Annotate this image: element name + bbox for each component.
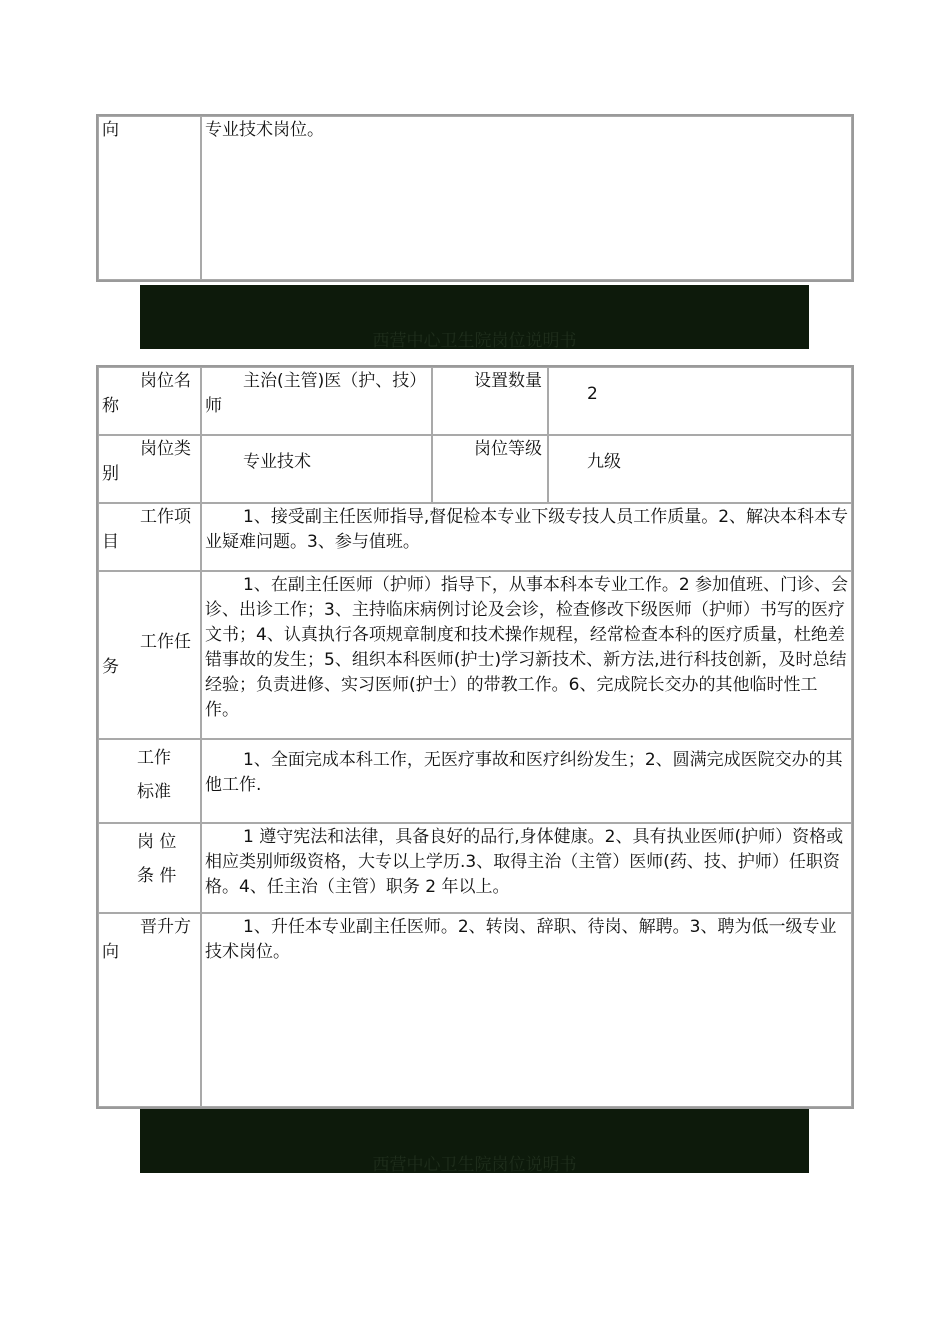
promotion-label: 晋升方向 (98, 913, 201, 1107)
post-count-label: 设置数量 (432, 367, 548, 435)
post-conditions-label (98, 823, 201, 913)
work-standard-label (98, 739, 201, 823)
promotion-text: 1、升任本专业副主任医师。2、转岗、辞职、待岗、解聘。3、聘为低一级专业技术岗位。 (201, 913, 852, 1107)
banner-title-bottom: 西营中心卫生院岗位说明书 (372, 1155, 577, 1175)
page-banner (140, 285, 809, 349)
post-name-label: 岗位名称 (98, 367, 201, 435)
page-banner-bottom (140, 1109, 809, 1173)
post-category-value: 专业技术 (201, 435, 432, 503)
job-description-table (96, 365, 854, 1109)
post-level-value: 九级 (548, 435, 852, 503)
work-standard-text: 1、全面完成本科工作，无医疗事故和医疗纠纷发生；2、圆满完成医院交办的其他工作. (201, 739, 852, 823)
work-standard-label-line1: 工作 (137, 748, 171, 768)
post-category-label: 岗位类别 (98, 435, 201, 503)
post-count-value: 2 (548, 367, 852, 435)
post-conditions-label-line1: 岗 位 (137, 832, 177, 852)
work-tasks-text: 1、在副主任医师（护师）指导下，从事本科本专业工作。2 参加值班、门诊、会诊、出诊工作；3、主持临床病例讨论及会诊，检查修改下级医师（护师）书写的医疗文书；4、认真执行各项规章制度和技术操作规程，经常检查本科的医疗质量，杜绝差错事故的发生；5、组织本科医师(护士)学习新技术、新方法,进行科技创新，及时总结经验；负责进修、实习医师(护士）的带教工作。6、完成院长交办的其他临时性工作。 (201, 571, 852, 739)
post-name-value: 主治(主管)医（护、技）师 (201, 367, 432, 435)
banner-title: 西营中心卫生院岗位说明书 (372, 331, 577, 351)
post-level-label: 岗位等级 (432, 435, 548, 503)
work-items-label: 工作项目 (98, 503, 201, 571)
work-items-text: 1、接受副主任医师指导,督促检本专业下级专技人员工作质量。2、解决本科本专业疑难问题。3、参与值班。 (201, 503, 852, 571)
post-conditions-label-line2: 条 件 (137, 866, 177, 886)
promotion-text-continued: 专业技术岗位。 (201, 116, 852, 280)
promotion-label-continued: 向 (98, 116, 201, 280)
post-conditions-text: 1 遵守宪法和法律，具备良好的品行,身体健康。2、具有执业医师(护师）资格或相应类别师级资格，大专以上学历.3、取得主治（主管）医师(药、技、护师）任职资格。4、任主治（主管）职务 2 年以上。 (201, 823, 852, 913)
top-continuation-table (96, 114, 854, 282)
work-tasks-label: 工作任务 (98, 571, 201, 739)
work-standard-label-line2: 标准 (137, 782, 171, 802)
